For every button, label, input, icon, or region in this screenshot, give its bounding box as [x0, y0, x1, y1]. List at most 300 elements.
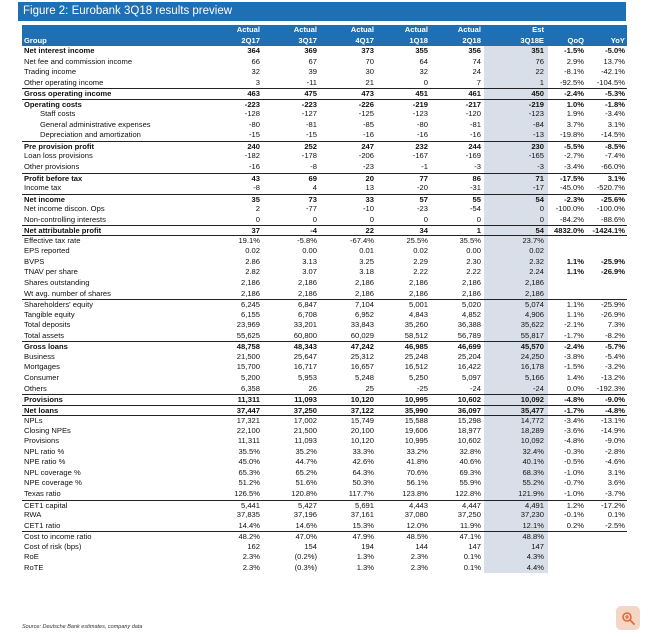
row-value: -100.0% — [555, 204, 584, 214]
row-label: Consumer — [24, 372, 60, 382]
row-value: 123.8% — [402, 488, 428, 498]
row-value: -1.5% — [564, 46, 584, 55]
row-label: Provisions — [24, 395, 63, 405]
row-value: 11,311 — [237, 395, 260, 405]
row-value: 22,100 — [236, 425, 260, 435]
row-value: 120.8% — [291, 488, 317, 498]
row-value: 48.2% — [238, 532, 260, 542]
row-value: 2,186 — [240, 288, 260, 298]
row-value: 3.1% — [607, 467, 625, 477]
row-value: 3.25 — [359, 256, 374, 266]
row-value: -81 — [306, 119, 317, 129]
row-value: 2,186 — [524, 278, 544, 288]
row-value: -125 — [358, 109, 374, 119]
table-row — [22, 67, 627, 78]
row-value: 35,260 — [404, 320, 428, 330]
row-value: 76 — [535, 56, 544, 66]
header-cell: Actual — [404, 25, 428, 34]
row-value: 475 — [304, 89, 317, 99]
row-value: -8 — [253, 183, 260, 193]
table-row — [22, 362, 627, 373]
row-value: 42.6% — [352, 457, 374, 467]
table-row — [22, 415, 627, 426]
row-label: Loan loss provisions — [24, 151, 93, 161]
row-value: 4,843 — [408, 309, 428, 319]
row-value: -128 — [244, 109, 260, 119]
row-value: 6,708 — [297, 309, 317, 319]
row-label: Net attributable profit — [24, 226, 102, 236]
table-row — [22, 46, 627, 57]
row-value: 1.1% — [566, 309, 584, 319]
row-value: -120 — [465, 109, 481, 119]
row-value: 356 — [468, 46, 481, 55]
row-value: 0 — [539, 214, 544, 224]
row-value: 32 — [251, 67, 260, 77]
row-value: 33.2% — [406, 446, 428, 456]
row-value: 1.1% — [566, 256, 584, 266]
row-value: 450 — [531, 89, 544, 99]
row-value: 6,245 — [240, 300, 260, 310]
row-value: 57 — [419, 194, 428, 204]
row-value: 22 — [365, 226, 374, 236]
row-value: 2,186 — [297, 278, 317, 288]
row-label: NPL ratio % — [24, 446, 65, 456]
table-row — [22, 130, 627, 141]
row-label: Non-controlling interests — [24, 214, 106, 224]
row-value: 15,588 — [404, 416, 428, 426]
table-row — [22, 289, 627, 300]
row-value: 19.1% — [238, 235, 260, 245]
table-row — [22, 320, 627, 331]
row-value: -219 — [412, 99, 428, 109]
row-value: 2.3% — [410, 562, 428, 572]
row-value: -17 — [533, 183, 544, 193]
row-label: NPL coverage % — [24, 467, 81, 477]
row-value: -25 — [417, 383, 428, 393]
row-value: 2 — [255, 204, 260, 214]
table-row — [22, 151, 627, 162]
row-value: -219 — [528, 99, 544, 109]
table-row — [22, 141, 627, 152]
row-value: 11.9% — [460, 520, 481, 530]
row-value: 7,104 — [354, 300, 374, 310]
row-value: 60,029 — [350, 330, 374, 340]
row-value: 37,196 — [293, 510, 317, 520]
row-value: 35,477 — [520, 405, 544, 415]
header-cell: Actual — [350, 25, 374, 34]
row-value: 1.4% — [566, 372, 584, 382]
row-value: 33.3% — [352, 446, 374, 456]
row-value: 30 — [365, 67, 374, 77]
row-value: 2,186 — [297, 288, 317, 298]
table-row — [22, 310, 627, 321]
row-label: Cost of risk (bps) — [24, 541, 82, 551]
row-value: 0 — [476, 214, 481, 224]
row-value: -16 — [417, 130, 428, 140]
row-value: 1 — [539, 77, 544, 87]
row-value: 5,250 — [408, 372, 428, 382]
row-value: 35.5% — [459, 235, 481, 245]
row-value: -13.2% — [600, 372, 625, 382]
row-value: 68.3% — [522, 467, 544, 477]
row-value: 34 — [419, 226, 428, 236]
row-value: 126.5% — [234, 488, 260, 498]
table-row — [22, 478, 627, 489]
row-value: 6,155 — [240, 309, 260, 319]
row-value: 46,985 — [404, 342, 428, 352]
row-value: 16,717 — [293, 362, 317, 372]
row-value: -77 — [306, 204, 317, 214]
row-value: 2,186 — [408, 288, 428, 298]
row-value: 17,321 — [236, 416, 260, 426]
row-value: 12.0% — [406, 520, 428, 530]
row-value: -25.9% — [600, 300, 625, 310]
row-value: -3 — [537, 162, 544, 172]
row-value: 3.1% — [607, 173, 625, 183]
row-value: 21,500 — [293, 425, 317, 435]
row-value: 65.3% — [238, 467, 260, 477]
row-value: 1.9% — [566, 109, 584, 119]
table-row — [22, 99, 627, 110]
row-value: -14.9% — [600, 425, 625, 435]
header-group-label: Group — [24, 35, 47, 45]
row-value: 40.1% — [522, 457, 544, 467]
row-value: -23 — [417, 204, 428, 214]
table-row — [22, 447, 627, 458]
row-value: 32.8% — [459, 446, 481, 456]
row-label: RoTE — [24, 562, 44, 572]
row-value: 55.2% — [522, 478, 544, 488]
row-label: Business — [24, 351, 55, 361]
row-value: 2,186 — [524, 288, 544, 298]
row-value: -3.4% — [605, 109, 625, 119]
row-value: -17.5% — [559, 173, 584, 183]
row-value: -92.5% — [559, 77, 584, 87]
table-row — [22, 352, 627, 363]
row-value: -223 — [244, 99, 260, 109]
figure-title: Figure 2: Eurobank 3Q18 results preview — [18, 2, 626, 21]
row-value: 25 — [365, 383, 374, 393]
row-value: -1.5% — [564, 362, 584, 372]
row-value: -15 — [306, 130, 317, 140]
row-value: 4,447 — [461, 500, 481, 510]
row-value: -2.7% — [564, 151, 584, 161]
row-value: 45,570 — [520, 342, 544, 352]
row-value: 7 — [476, 77, 481, 87]
row-value: 5,097 — [461, 372, 481, 382]
row-value: -520.7% — [596, 183, 625, 193]
row-value: 1.1% — [566, 300, 584, 310]
row-value: -11 — [306, 77, 317, 87]
row-value: -88.6% — [600, 214, 625, 224]
row-value: 0.1% — [463, 562, 481, 572]
row-value: 35.5% — [238, 446, 260, 456]
row-label: Gross loans — [24, 342, 68, 352]
row-value: 33,201 — [293, 320, 317, 330]
table-row — [22, 542, 627, 553]
row-value: -206 — [358, 151, 374, 161]
table-row — [22, 552, 627, 563]
row-value: -8.5% — [605, 141, 625, 151]
row-value: -100.0% — [596, 204, 625, 214]
row-value: -0.3% — [564, 446, 584, 456]
row-value: 5,166 — [524, 372, 544, 382]
row-value: -3.8% — [564, 351, 584, 361]
row-value: 10,120 — [350, 395, 374, 405]
row-value: -4 — [310, 226, 317, 236]
row-value: 2.82 — [245, 267, 260, 277]
row-value: 5,020 — [461, 300, 481, 310]
row-value: 2.3% — [410, 552, 428, 562]
row-value: 3.07 — [302, 267, 317, 277]
row-value: -17.2% — [600, 500, 625, 510]
row-value: -13 — [533, 130, 544, 140]
row-value: (0.2%) — [294, 552, 317, 562]
row-label: CET1 capital — [24, 500, 68, 510]
row-value: 0 — [369, 214, 374, 224]
row-value: 71 — [535, 173, 544, 183]
row-value: 22 — [535, 67, 544, 77]
row-value: 37,447 — [236, 405, 260, 415]
row-value: 66 — [251, 56, 260, 66]
row-value: 10,602 — [457, 436, 481, 446]
header-cell: 1Q18 — [409, 35, 428, 45]
row-value: 5,953 — [297, 372, 317, 382]
row-value: -3.4% — [564, 162, 584, 172]
row-label: BVPS — [24, 256, 45, 266]
row-value: 33,843 — [350, 320, 374, 330]
row-value: 70 — [365, 56, 374, 66]
row-value: 10,602 — [457, 395, 481, 405]
row-value: 69.3% — [459, 467, 481, 477]
row-value: -26.9% — [600, 267, 625, 277]
row-value: -13.1% — [600, 416, 625, 426]
row-value: -165 — [528, 151, 544, 161]
row-value: 46,699 — [457, 342, 481, 352]
table-row — [22, 341, 627, 352]
row-label: Profit before tax — [24, 173, 83, 183]
row-value: 70.6% — [406, 467, 428, 477]
row-value: 2.3% — [242, 552, 260, 562]
row-value: 37 — [251, 226, 260, 236]
header-cell: Actual — [236, 25, 260, 34]
table-row — [22, 78, 627, 89]
row-value: 10,092 — [520, 436, 544, 446]
row-value: 0.02 — [529, 246, 544, 256]
row-value: 0.1% — [607, 510, 625, 520]
row-value: 0.00 — [302, 246, 317, 256]
row-value: 35,622 — [520, 320, 544, 330]
row-value: 14.4% — [238, 520, 260, 530]
row-value: 1.3% — [356, 562, 374, 572]
row-value: -226 — [358, 99, 374, 109]
row-value: 37,250 — [293, 405, 317, 415]
row-value: 23,969 — [236, 320, 260, 330]
row-value: 247 — [361, 141, 374, 151]
row-value: 64.3% — [352, 467, 374, 477]
row-value: -67.4% — [349, 235, 374, 245]
row-value: 4,906 — [524, 309, 544, 319]
row-value: 451 — [415, 89, 428, 99]
row-value: -5.5% — [564, 141, 584, 151]
row-value: -0.7% — [564, 478, 584, 488]
row-label: Wt avg. number of shares — [24, 288, 111, 298]
row-value: 2.22 — [413, 267, 428, 277]
row-value: 47.9% — [352, 532, 374, 542]
row-value: 5,248 — [354, 372, 374, 382]
row-value: -169 — [465, 151, 481, 161]
row-value: 14,772 — [520, 416, 544, 426]
table-row — [22, 489, 627, 500]
row-value: -5.7% — [605, 342, 625, 352]
row-value: -2.1% — [564, 320, 584, 330]
table-row — [22, 384, 627, 395]
row-value: -84 — [533, 119, 544, 129]
table-row — [22, 246, 627, 257]
row-label: CET1 ratio — [24, 520, 61, 530]
table-row — [22, 194, 627, 205]
header-cell: YoY — [610, 35, 625, 45]
row-value: 16,512 — [404, 362, 428, 372]
row-value: -2.4% — [564, 89, 584, 99]
row-value: 355 — [415, 46, 428, 55]
row-value: -223 — [301, 99, 317, 109]
row-label: Operating costs — [24, 99, 82, 109]
row-value: 3.13 — [302, 256, 317, 266]
row-label: Shareholders' equity — [24, 300, 93, 310]
table-row — [22, 457, 627, 468]
row-value: 16,422 — [457, 362, 481, 372]
row-value: -84.2% — [559, 214, 584, 224]
row-value: 51.2% — [238, 478, 260, 488]
row-label: Gross operating income — [24, 89, 112, 99]
row-value: 74 — [472, 56, 481, 66]
row-value: -1.7% — [564, 405, 584, 415]
row-label: Income tax — [24, 183, 62, 193]
row-value: 15.3% — [352, 520, 374, 530]
row-value: 48.5% — [406, 532, 428, 542]
row-value: 37,122 — [350, 405, 374, 415]
row-value: -24 — [533, 383, 544, 393]
row-label: Other provisions — [24, 162, 80, 172]
row-value: -15 — [249, 130, 260, 140]
row-value: 0.00 — [466, 246, 481, 256]
row-value: 2.3% — [242, 562, 260, 572]
row-label: Pre provision profit — [24, 141, 95, 151]
row-value: -5.3% — [605, 89, 625, 99]
row-value: 40.6% — [459, 457, 481, 467]
row-label: TNAV per share — [24, 267, 78, 277]
row-label: Others — [24, 383, 47, 393]
row-value: 13.7% — [603, 56, 625, 66]
row-value: 1.3% — [356, 552, 374, 562]
zoom-button[interactable] — [616, 606, 640, 630]
row-value: 48,758 — [236, 342, 260, 352]
row-value: 1.2% — [566, 500, 584, 510]
row-value: 50.3% — [352, 478, 374, 488]
row-label: NPE ratio % — [24, 457, 66, 467]
table-row — [22, 120, 627, 131]
row-value: 69 — [308, 173, 317, 183]
row-value: 20 — [365, 173, 374, 183]
row-label: RWA — [24, 510, 42, 520]
row-value: -123 — [412, 109, 428, 119]
row-value: -3.2% — [605, 362, 625, 372]
row-value: 48,343 — [293, 342, 317, 352]
row-value: -16 — [470, 130, 481, 140]
row-value: 25,647 — [293, 351, 317, 361]
row-label: Other operating income — [24, 77, 104, 87]
row-value: 35.2% — [295, 446, 317, 456]
header-cell: 2Q17 — [241, 35, 260, 45]
row-value: 194 — [361, 541, 374, 551]
row-value: -5.0% — [605, 46, 625, 55]
table-row — [22, 521, 627, 532]
row-value: -2.5% — [605, 520, 625, 530]
row-label: Total deposits — [24, 320, 71, 330]
row-value: 0.0% — [566, 383, 584, 393]
header-row-2 — [22, 36, 627, 47]
row-value: -0.5% — [564, 457, 584, 467]
row-label: Cost to income ratio — [24, 532, 92, 542]
row-value: 19,606 — [404, 425, 428, 435]
table-row — [22, 225, 627, 236]
row-value: 39 — [308, 67, 317, 77]
row-value: -16 — [363, 130, 374, 140]
header-cell: Actual — [457, 25, 481, 34]
row-value: 3.1% — [607, 119, 625, 129]
row-value: -127 — [301, 109, 317, 119]
table-row — [22, 500, 627, 511]
row-value: -3.7% — [605, 488, 625, 498]
row-value: 369 — [304, 46, 317, 55]
row-value: 21 — [365, 77, 374, 87]
row-label: Trading income — [24, 67, 77, 77]
row-value: -5.4% — [605, 351, 625, 361]
row-value: -9.0% — [605, 395, 625, 405]
table-row — [22, 405, 627, 416]
row-value: -123 — [528, 109, 544, 119]
row-value: 15,700 — [236, 362, 260, 372]
row-value: 18,289 — [520, 425, 544, 435]
row-value: -104.5% — [596, 77, 625, 87]
row-value: 67 — [308, 56, 317, 66]
row-value: -3.4% — [564, 416, 584, 426]
row-label: Closing NPEs — [24, 425, 71, 435]
row-value: -26.9% — [600, 309, 625, 319]
row-value: -4.6% — [605, 457, 625, 467]
row-value: 18,977 — [457, 425, 481, 435]
row-value: 0 — [423, 77, 428, 87]
row-value: 17,002 — [293, 416, 317, 426]
row-value: 0.01 — [359, 246, 374, 256]
row-value: -85 — [363, 119, 374, 129]
zoom-in-icon — [621, 611, 635, 625]
row-value: 33 — [365, 194, 374, 204]
header-cell: QoQ — [567, 35, 584, 45]
row-value: 55 — [472, 194, 481, 204]
row-value: -0.1% — [564, 510, 584, 520]
row-value: -178 — [301, 151, 317, 161]
header-row-1 — [22, 25, 627, 36]
row-value: 232 — [415, 141, 428, 151]
row-value: -4.8% — [564, 395, 584, 405]
row-value: 2.9% — [566, 56, 584, 66]
row-label: Depreciation and amortization — [40, 130, 141, 140]
row-value: 461 — [468, 89, 481, 99]
row-value: 6,847 — [297, 300, 317, 310]
row-value: -24 — [470, 383, 481, 393]
